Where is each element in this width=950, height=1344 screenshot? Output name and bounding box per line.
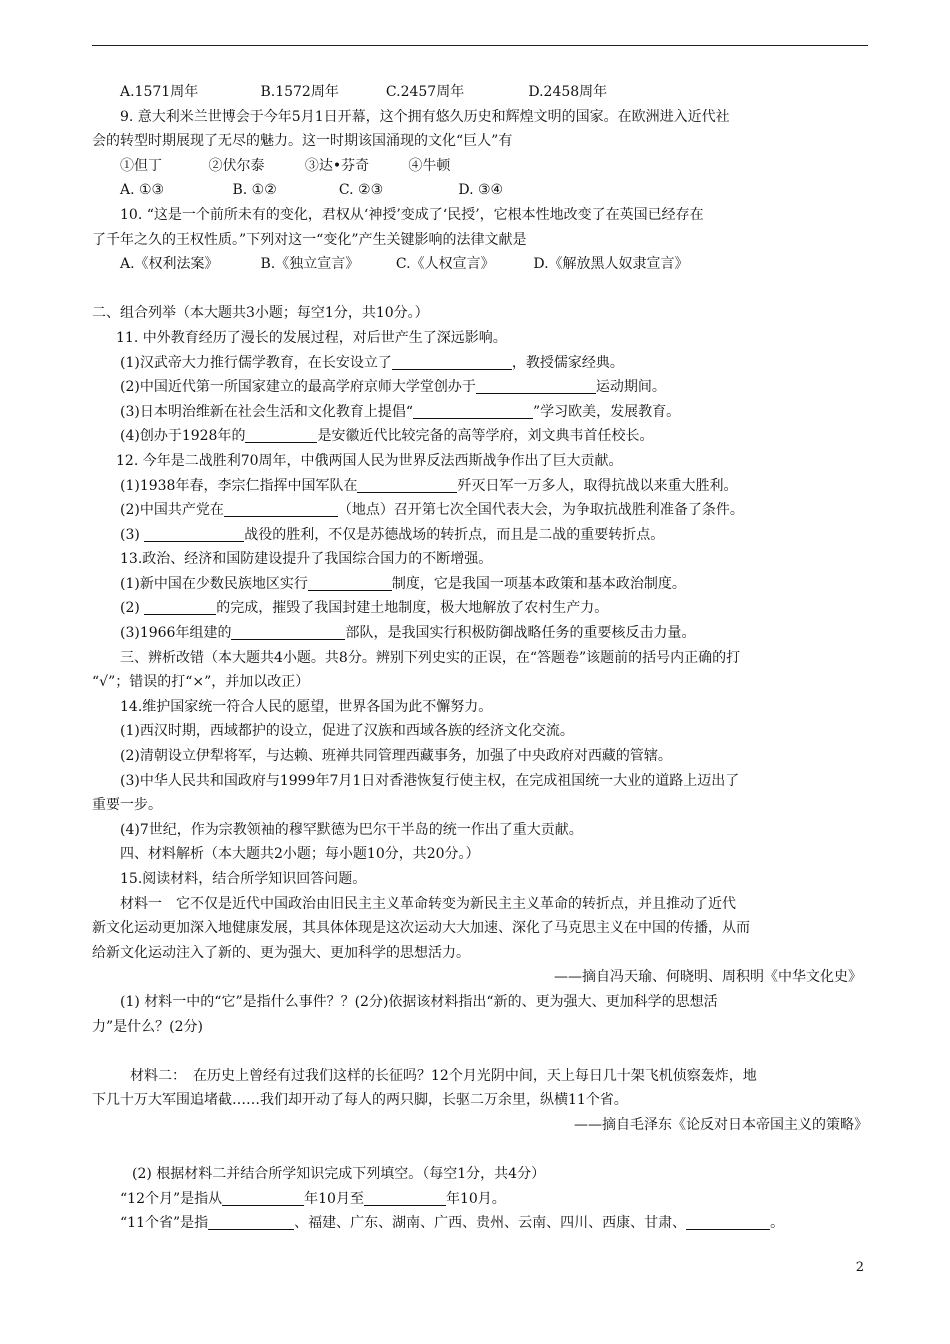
q9-items — [92, 154, 868, 179]
q9-stem-1: 9. 意大利米兰世博会于今年5月1日开幕，这个拥有悠久历史和辉煌文明的国家。在欧洲进入近代社 — [120, 108, 730, 125]
q10-option-b: B.《独立宣言》 — [260, 256, 360, 273]
answer-blank[interactable] — [392, 353, 512, 370]
exam-page — [92, 80, 868, 1236]
q8-option-d: D.2458周年 — [528, 84, 608, 100]
q14-3a: (3)中华人民共和国政府与1999年7月1日对香港恢复行使主权，在完成祖国统一大业的道路上迈出了 — [120, 772, 740, 789]
q14-stem: 14.维护国家统一符合人民的愿望，世界各国为此不懈努力。 — [120, 698, 493, 715]
answer-blank[interactable] — [144, 598, 216, 615]
q11-stem: 11. 中外教育经历了漫长的发展过程，对后世产生了深远影响。 — [116, 329, 507, 346]
q12-stem: 12. 今年是二战胜利70周年，中俄两国人民为世界反法西斯战争作出了巨大贡献。 — [116, 452, 623, 469]
answer-blank[interactable] — [308, 574, 392, 591]
answer-blank[interactable] — [245, 426, 317, 443]
answer-blank[interactable] — [357, 476, 457, 493]
q14-1: (1)西汉时期，西域都护的设立，促进了汉族和西域各族的经济文化交流。 — [120, 723, 574, 740]
section-4-title: 四、材料解析（本大题共2小题；每小题10分，共20分。） — [120, 846, 480, 863]
section-3-title-1: 三、辨析改错（本大题共4小题。共8分。辨别下列史实的正误，在“答题卷”该题前的括号内正确的打 — [120, 649, 741, 666]
q8-option-b: B.1572周年 — [260, 84, 339, 100]
q10-option-c: C.《人权宣言》 — [395, 256, 495, 273]
section-2-title: 二、组合列举（本大题共3小题；每空1分，共10分。） — [92, 305, 429, 322]
q9-option-a: A. ①③ — [120, 182, 165, 199]
q15-1b: 力”是什么？(2分) — [92, 1018, 203, 1035]
q9-stem-2: 会的转型时期展现了无尽的魅力。这一时期该国涌现的文化“巨人”有 — [92, 133, 513, 150]
answer-blank[interactable] — [476, 377, 596, 394]
material-2-line-1: 材料二： 在历史上曾经有过我们这样的长征吗？12个月光阴中间，天上每日几十架飞机侦察轰炸，地 — [130, 1067, 757, 1084]
q10-stem-2: 了千年之久的王权性质。”下列对这一“变化”产生关键影响的法律文献是 — [92, 231, 527, 248]
fill-12-months: “12个月”是指从 年10月至 年10月。 — [120, 1190, 506, 1207]
q12-3: (3) 战役的胜利，不仅是苏德战场的转折点，而且是二战的重要转折点。 — [120, 526, 665, 543]
material-2-line-2: 下几十万大军围追堵截……我们却开动了每人的两只脚，长驱二万余里，纵横11个省。 — [92, 1092, 628, 1109]
answer-blank[interactable] — [144, 525, 244, 542]
q9-item-3: ③达•芬奇 — [304, 157, 370, 174]
answer-blank[interactable] — [364, 1189, 446, 1206]
q11-3: (3)日本明治维新在社会生活和文化教育上提倡“ ”学习欧美，发展教育。 — [120, 403, 681, 420]
answer-blank[interactable] — [686, 1213, 770, 1230]
q14-3b: 重要一步。 — [92, 797, 162, 814]
q9-option-c: C. ②③ — [338, 182, 384, 199]
material-1-line-1: 材料一 它不仅是近代中国政治由旧民主主义革命转变为新民主主义革命的转折点，并且推动了近代 — [120, 895, 736, 912]
q8-option-a: A.1571周年 — [120, 84, 199, 100]
q13-2: (2) 的完成，摧毁了我国封建土地制度，极大地解放了农村生产力。 — [120, 600, 609, 617]
q12-2: (2)中国共产党在 （地点）召开第七次全国代表大会，为争取抗战胜利准备了条件。 — [120, 502, 744, 519]
material-1-line-3: 给新文化运动注入了新的、更为强大、更加科学的思想活力。 — [92, 944, 470, 961]
answer-blank[interactable] — [222, 1189, 304, 1206]
q8-option-c: C.2457周年 — [385, 84, 465, 100]
q9-options — [92, 178, 868, 203]
q15-1a: (1) 材料一中的“它”是指什么事件？？(2分)依据该材料指出“新的、更为强大、更加科学的思想活 — [120, 993, 718, 1010]
q10-option-d: D.《解放黑人奴隶宣言》 — [533, 256, 689, 273]
q13-1: (1)新中国在少数民族地区实行 制度，它是我国一项基本政策和基本政治制度。 — [120, 575, 686, 592]
q14-2: (2)清朝设立伊犁将军，与达赖、班禅共同管理西藏事务，加强了中央政府对西藏的管辖。 — [120, 748, 672, 765]
q9-option-d: D. ③④ — [458, 182, 504, 199]
q15-2: (2) 根据材料二并结合所学知识完成下列填空。（每空1分，共4分） — [132, 1166, 546, 1183]
material-2-source: ——摘自毛泽东《论反对日本帝国主义的策略》 — [574, 1116, 868, 1133]
q13-stem: 13.政治、经济和国防建设提升了我国综合国力的不断增强。 — [120, 551, 493, 568]
material-1-line-2: 新文化运动更加深入地健康发展，其具体体现是这次运动大大加速、深化了马克思主义在中国的传播，从而 — [92, 920, 750, 937]
q10-option-a: A.《权利法案》 — [120, 256, 219, 273]
page-number: 2 — [855, 1260, 864, 1275]
q10-options — [92, 252, 868, 277]
q10-stem-1: 10. “这是一个前所未有的变化，君权从‘神授’变成了‘民授’，它根本性地改变了在英国已经存在 — [120, 206, 704, 223]
q11-2: (2)中国近代第一所国家建立的最高学府京师大学堂创办于 运动期间。 — [120, 379, 666, 396]
q9-option-b: B. ①② — [232, 182, 277, 199]
q14-4: (4)7世纪，作为宗教领袖的穆罕默德为巴尔干半岛的统一作出了重大贡献。 — [120, 821, 583, 838]
fill-11-provinces: “11个省”是指 、福建、广东、湖南、广西、贵州、云南、四川、西康、甘肃、 。 — [120, 1215, 785, 1232]
material-1-source: ——摘自冯天瑜、何晓明、周积明《中华文化史》 — [554, 969, 862, 986]
answer-blank[interactable] — [224, 500, 338, 517]
q11-4: (4)创办于1928年的 是安徽近代比较完备的高等学府，刘文典韦首任校长。 — [120, 428, 654, 445]
section-3-title-2: “√”；错误的打“×”，并加以改正） — [92, 674, 310, 691]
answer-blank[interactable] — [231, 623, 345, 640]
q11-1: (1)汉武帝大力推行儒学教育，在长安设立了 ，教授儒家经典。 — [120, 354, 624, 371]
q12-1: (1)1938年春，李宗仁指挥中国军队在 歼灭日军一万多人，取得抗战以来重大胜利。 — [120, 477, 738, 494]
q15-stem: 15.阅读材料，结合所学知识回答问题。 — [120, 871, 367, 887]
q9-item-1: ①但丁 — [120, 157, 162, 174]
answer-blank[interactable] — [208, 1213, 294, 1230]
q8-options — [92, 80, 868, 105]
header-rule — [92, 45, 868, 46]
q9-item-4: ④牛顿 — [408, 157, 451, 174]
q9-item-2: ②伏尔泰 — [208, 157, 265, 174]
q13-3: (3)1966年组建的 部队，是我国实行积极防御战略任务的重要核反击力量。 — [120, 625, 696, 642]
answer-blank[interactable] — [413, 402, 533, 419]
